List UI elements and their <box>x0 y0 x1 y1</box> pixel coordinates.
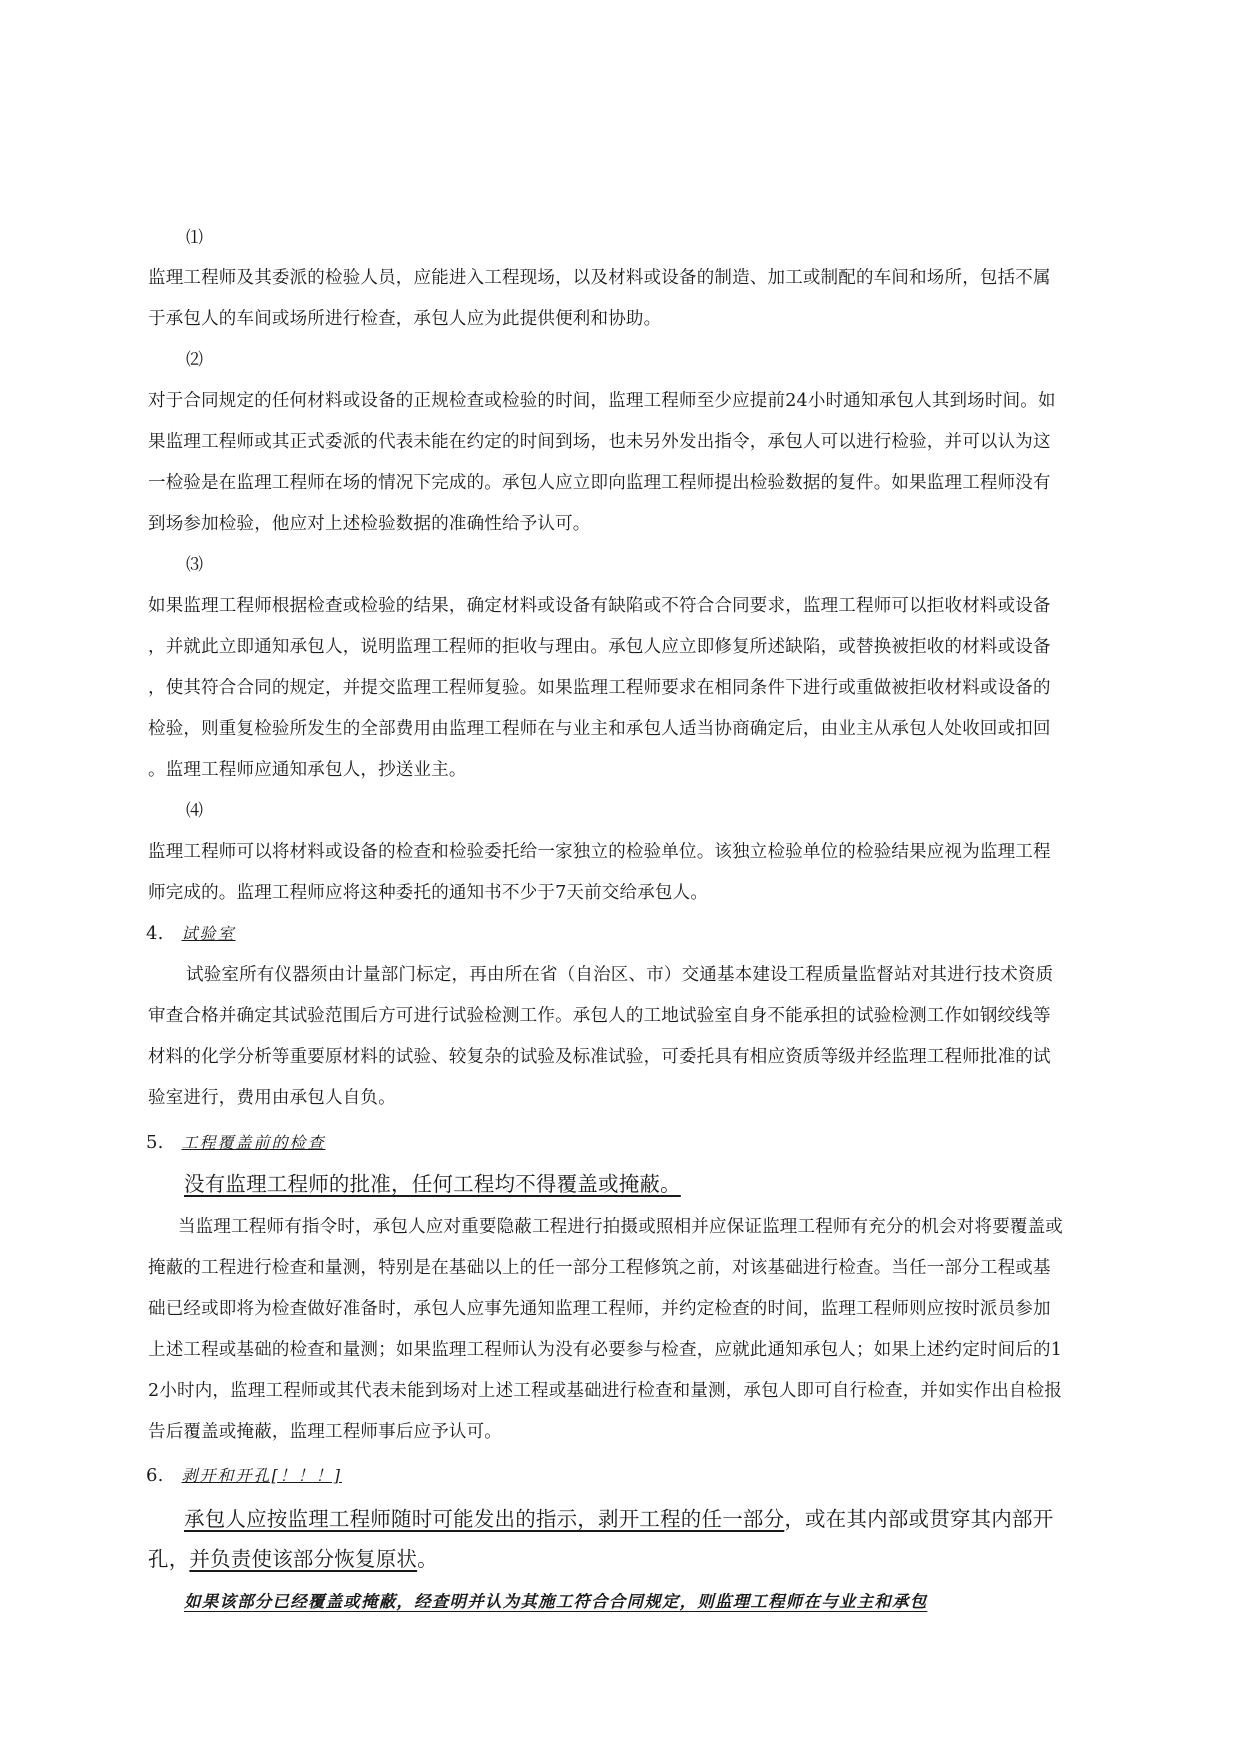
section-number: 5. <box>146 1132 164 1153</box>
paragraph-line: 当监理工程师有指令时，承包人应对重要隐蔽工程进行拍摄或照相并应保证监理工程师有充分的机会对将要覆盖或 <box>178 1217 1063 1237</box>
handwritten-note-line: 如果该部分已经覆盖或掩蔽，经查明并认为其施工符合合同规定，则监理工程师在与业主和承包 <box>184 1592 928 1611</box>
section-number: 6. <box>146 1465 164 1486</box>
emphasis-underlined: 承包人应按监理工程师随时可能发出的指示，剥开工程的任一部分 <box>184 1507 785 1531</box>
emphasis-line <box>148 1545 438 1573</box>
item-marker-2: ⑵ <box>186 350 204 370</box>
section-heading-5 <box>146 1131 326 1155</box>
paragraph-line: 告后覆盖或掩蔽，监理工程师事后应予认可。 <box>148 1422 502 1442</box>
paragraph-line: 果监理工程师或其正式委派的代表未能在约定的时间到场，也未另外发出指令，承包人可以进行检验，并可以认为这 <box>148 432 1051 452</box>
emphasis-text: 孔， <box>148 1547 190 1571</box>
paragraph-line: ，使其符合合同的规定，并提交监理工程师复验。如果监理工程师要求在相同条件下进行或重做被拒收材料或设备的 <box>148 678 1051 698</box>
section-heading-6 <box>146 1464 342 1488</box>
paragraph-line: 础已经或即将为检查做好准备时，承包人应事先通知监理工程师，并约定检查的时间，监理工程师则应按时派员参加 <box>148 1299 1051 1319</box>
emphasis-text: 。 <box>417 1547 438 1571</box>
item-marker-4: ⑷ <box>186 801 204 821</box>
item-marker-1: ⑴ <box>186 228 204 248</box>
paragraph-line: 对于合同规定的任何材料或设备的正规检查或检验的时间，监理工程师至少应提前24小时通知承包人其到场时间。如 <box>148 391 1056 411</box>
emphasis-text: ，或在其内部或贯穿其内部开 <box>784 1507 1054 1531</box>
paragraph-line: 材料的化学分析等重要原材料的试验、较复杂的试验及标准试验，可委托具有相应资质等级并经监理工程师批准的试 <box>148 1047 1051 1067</box>
paragraph-line: 掩蔽的工程进行检查和量测，特别是在基础以上的任一部分工程修筑之前，对该基础进行检查。当任一部分工程或基 <box>148 1258 1051 1278</box>
emphasis-line <box>184 1505 1053 1533</box>
paragraph-line: 到场参加检验，他应对上述检验数据的准确性给予认可。 <box>148 514 591 534</box>
emphasis-line: 没有监理工程师的批准，任何工程均不得覆盖或掩蔽。 <box>184 1172 681 1196</box>
paragraph-line: 试验室所有仪器须由计量部门标定，再由所在省（自治区、市）交通基本建设工程质量监督站对其进行技术资质 <box>186 965 1054 985</box>
paragraph-line: 2小时内，监理工程师或其代表未能到场对上述工程或基础进行检查和量测，承包人即可自行检查，并如实作出自检报 <box>148 1381 1063 1401</box>
paragraph-line: 检验，则重复检验所发生的全部费用由监理工程师在与业主和承包人适当协商确定后，由业主从承包人处收回或扣回 <box>148 719 1051 739</box>
paragraph-line: 监理工程师可以将材料或设备的检查和检验委托给一家独立的检验单位。该独立检验单位的检验结果应视为监理工程 <box>148 842 1051 862</box>
paragraph-line: 。监理工程师应通知承包人，抄送业主。 <box>148 760 467 780</box>
emphasis-underlined: 并负责使该部分恢复原状 <box>189 1547 418 1571</box>
paragraph-line: 上述工程或基础的检查和量测；如果监理工程师认为没有必要参与检查，应就此通知承包人；如果上述约定时间后的1 <box>148 1340 1063 1360</box>
section-title: 工程覆盖前的检查 <box>181 1133 326 1152</box>
section-title: 剥开和开孔[！！！] <box>181 1466 342 1485</box>
section-number: 4. <box>146 923 164 944</box>
section-title: 试验室 <box>181 924 236 943</box>
paragraph-line: ，并就此立即通知承包人，说明监理工程师的拒收与理由。承包人应立即修复所述缺陷，或替换被拒收的材料或设备 <box>148 637 1051 657</box>
paragraph-line: 师完成的。监理工程师应将这种委托的通知书不少于7天前交给承包人。 <box>148 883 709 903</box>
paragraph-line: 于承包人的车间或场所进行检查，承包人应为此提供便利和协助。 <box>148 309 662 329</box>
paragraph-line: 监理工程师及其委派的检验人员，应能进入工程现场，以及材料或设备的制造、加工或制配的车间和场所，包括不属 <box>148 268 1051 288</box>
paragraph-line: 如果监理工程师根据检查或检验的结果，确定材料或设备有缺陷或不符合合同要求，监理工程师可以拒收材料或设备 <box>148 596 1051 616</box>
paragraph-line: 验室进行，费用由承包人自负。 <box>148 1088 396 1108</box>
section-heading-4 <box>146 922 236 946</box>
paragraph-line: 审查合格并确定其试验范围后方可进行试验检测工作。承包人的工地试验室自身不能承担的试验检测工作如钢绞线等 <box>148 1006 1051 1026</box>
item-marker-3: ⑶ <box>186 555 204 575</box>
paragraph-line: 一检验是在监理工程师在场的情况下完成的。承包人应立即向监理工程师提出检验数据的复件。如果监理工程师没有 <box>148 473 1051 493</box>
